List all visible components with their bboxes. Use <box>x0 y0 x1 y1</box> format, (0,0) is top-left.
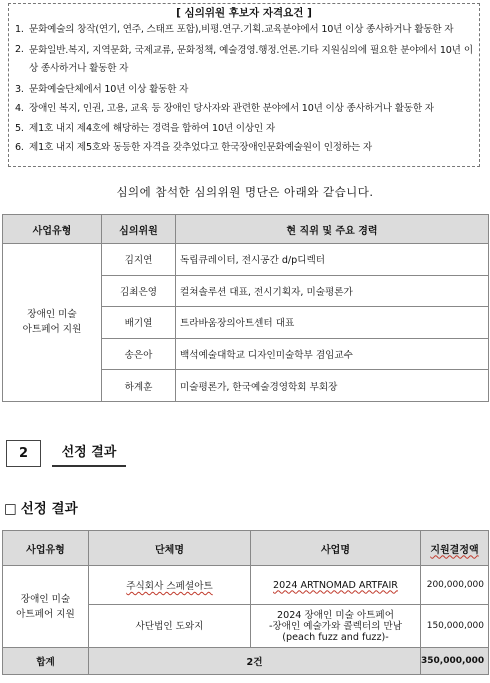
qualification-item <box>15 101 473 117</box>
qualification-item-number: 5. <box>15 122 24 134</box>
member-name: 배기열 <box>102 307 176 339</box>
amount-cell: 150,000,000 <box>421 605 489 648</box>
committee-table <box>2 214 489 402</box>
member-name: 김지연 <box>102 244 176 276</box>
qualification-item <box>15 121 473 137</box>
qualification-item-text: 제1호 내지 제5호와 동등한 자격을 갖추었다고 한국장애인문화예술원이 인정하는 자 <box>29 142 372 154</box>
column-header-organization: 단체명 <box>89 531 251 566</box>
qualification-item-text: 문화예술의 창작(연기, 연주, 스태프 포함),비평.연구.기획.교육분야에서 10년 이상 종사하거나 활동한 자 <box>29 24 454 35</box>
project-name: 2024 ARTNOMAD ARTFAIR <box>273 579 398 591</box>
qualification-item-text: 제1호 내지 제4호에 해당하는 경력을 합하여 10년 이상인 자 <box>29 122 275 134</box>
qualification-item <box>15 42 473 78</box>
qualification-item-text: 문화예술단체에서 10년 이상 활동한 자 <box>29 83 189 95</box>
organization-name: 주식회사 스페셜아트 <box>126 581 213 592</box>
total-count: 2건 <box>89 648 421 675</box>
project-name: 2024 장애인 미술 아트페어 -장애인 예술가와 콜렉터의 만남 (peach fuzz and fuzz)- <box>251 605 421 648</box>
qualification-item-number: 4. <box>15 103 24 115</box>
member-name: 하계훈 <box>102 370 176 402</box>
qualification-item-text: 문화일반.복지, 지역문화, 국제교류, 문화정책, 예술경영.행정.언론.기타 지원심의에 필요한 분야에서 10년 이상 종사하거나 활동한 자 <box>29 44 473 74</box>
qualification-item-number: 2. <box>15 43 24 55</box>
square-bullet-icon: □ <box>4 501 17 517</box>
member-position: 컬쳐솔루션 대표, 전시기획자, 미술평론가 <box>176 275 489 307</box>
member-position: 미술평론가, 한국예술경영학회 부회장 <box>176 370 489 402</box>
amount-cell: 200,000,000 <box>421 566 489 605</box>
table-header-row <box>3 215 489 244</box>
qualification-item-number: 1. <box>15 24 24 35</box>
intro-text: 심의에 참석한 심의위원 명단은 아래와 같습니다. <box>116 185 374 199</box>
table-row <box>3 566 489 605</box>
member-position: 독립큐레이터, 전시공간 d/p디렉터 <box>176 244 489 276</box>
business-type-cell: 장애인 미술 아트페어 지원 <box>3 244 102 402</box>
table-row <box>3 244 489 276</box>
organization-cell <box>89 566 251 605</box>
total-row <box>3 648 489 675</box>
qualification-item-number: 6. <box>15 142 24 154</box>
member-name: 송은아 <box>102 338 176 370</box>
qualification-item-text: 장애인 복지, 인권, 고용, 교육 등 장애인 당사자와 관련한 분야에서 10년 이상 종사하거나 활동한 자 <box>29 103 434 115</box>
member-name: 김최은영 <box>102 275 176 307</box>
column-header-amount-text: 지원결정액 <box>430 544 479 556</box>
column-header-business-type: 사업유형 <box>3 215 102 244</box>
subheading-text: 선정 결과 <box>20 501 78 517</box>
section-number: 2 <box>6 440 41 467</box>
qualification-list <box>9 20 479 156</box>
total-amount: 350,000,000 <box>421 648 489 675</box>
business-type-cell: 장애인 미술 아트페어 지원 <box>3 566 89 648</box>
organization-name: 사단법인 도와지 <box>89 605 251 648</box>
column-header-business-type: 사업유형 <box>3 531 89 566</box>
total-label: 합계 <box>3 648 89 675</box>
results-table <box>2 530 489 675</box>
subheading <box>4 497 78 517</box>
project-cell <box>251 566 421 605</box>
qualification-item <box>15 22 473 38</box>
qualification-item-number: 3. <box>15 83 24 95</box>
column-header-project: 사업명 <box>251 531 421 566</box>
qualification-item <box>15 140 473 156</box>
section-title: 선정 결과 <box>52 440 126 467</box>
table-header-row <box>3 531 489 566</box>
column-header-position: 현 직위 및 주요 경력 <box>176 215 489 244</box>
column-header-member: 심의위원 <box>102 215 176 244</box>
column-header-amount <box>421 531 489 566</box>
member-position: 트라바움장의아트센터 대표 <box>176 307 489 339</box>
qualification-item <box>15 82 473 98</box>
member-position: 백석예술대학교 디자인미술학부 겸임교수 <box>176 338 489 370</box>
qualification-box <box>8 3 480 167</box>
qualification-title: [ 심의위원 후보자 자격요건 ] <box>176 7 312 19</box>
